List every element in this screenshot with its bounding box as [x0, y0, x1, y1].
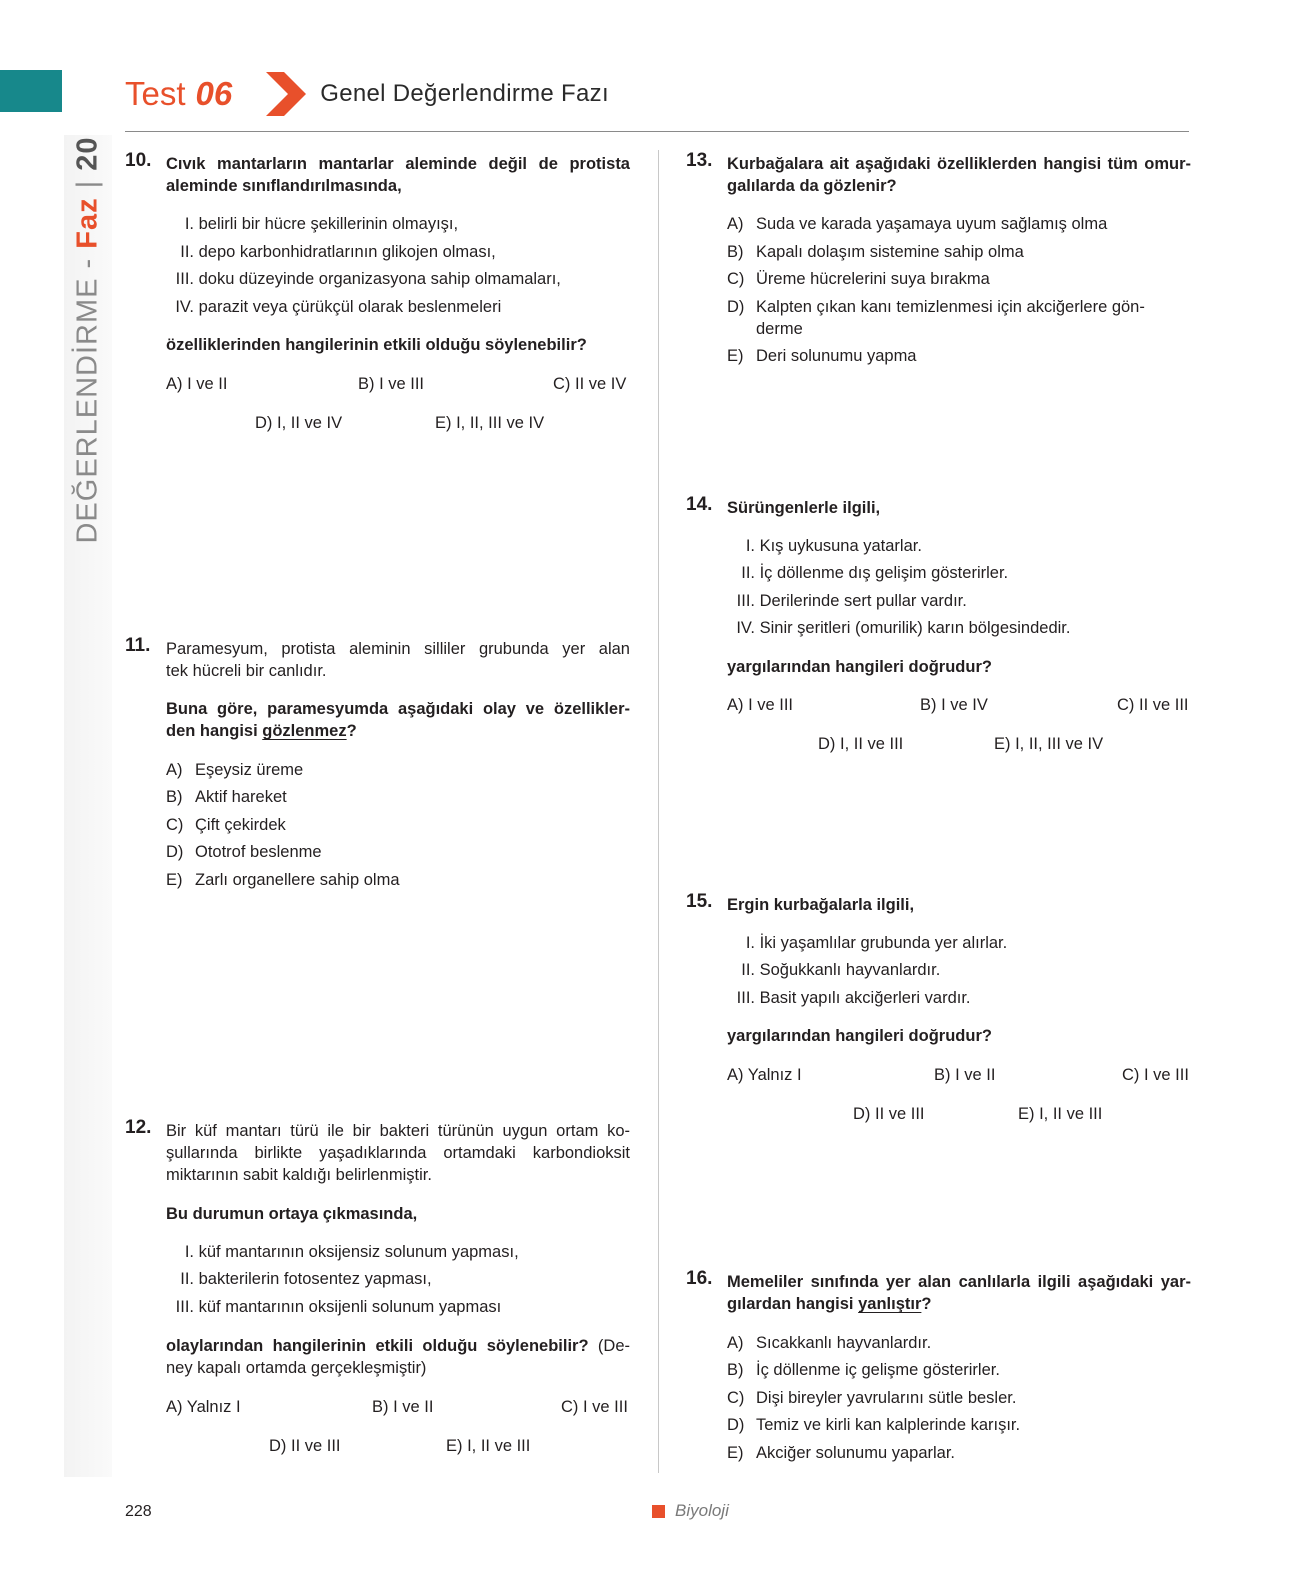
test-label: Test: [125, 75, 186, 112]
option-e[interactable]: E) I, II ve III: [446, 1437, 531, 1455]
underlined-keyword: yanlıştır: [858, 1295, 922, 1313]
page-number: 228: [125, 1503, 152, 1520]
option-d[interactable]: D) I, II ve IV: [255, 414, 343, 432]
question-stem-line: Bir küf mantarı türü ile bir bakteri türünün uygun ortam ko-: [166, 1122, 630, 1140]
option-b[interactable]: B) I ve II: [372, 1398, 434, 1416]
question-number: 10.: [125, 150, 152, 171]
question-stem-line: galılarda da gözlenir?: [727, 177, 897, 195]
footer-subject: [652, 1501, 729, 1521]
question-stem-line: aleminde sınıflandırılmasında,: [166, 177, 402, 195]
statement-item: III. Basit yapılı akciğerleri vardır.: [736, 989, 971, 1007]
subject-label: Biyoloji: [675, 1501, 729, 1520]
question-prompt: özelliklerinden hangilerinin etkili olduğu söylenebilir?: [166, 336, 587, 354]
page-header: [125, 72, 609, 116]
question-stem-line: şullarında birlikte yaşadıklarında ortamdaki karbondioksit: [166, 1144, 630, 1162]
sidebar-separator: |: [71, 170, 104, 198]
chevron-right-icon: [264, 72, 306, 116]
option-c[interactable]: C) II ve III: [1117, 696, 1189, 714]
question-number: 13.: [686, 150, 713, 171]
option-c[interactable]: C) I ve III: [561, 1398, 628, 1416]
option-a[interactable]: A) Yalnız I: [727, 1066, 802, 1084]
question-prompt-line: Buna göre, paramesyumda aşağıdaki olay ve özellikler-: [166, 700, 630, 718]
option-a[interactable]: A) Sıcakkanlı hayvanlardır.: [727, 1334, 932, 1352]
question-number: 11.: [125, 635, 151, 656]
option-b[interactable]: B) Aktif hareket: [166, 788, 287, 806]
question-stem: Ergin kurbağalarla ilgili,: [727, 896, 915, 914]
option-e[interactable]: E) I, II, III ve IV: [994, 735, 1104, 753]
option-c[interactable]: C) Üreme hücrelerini suya bırakma: [727, 270, 990, 288]
sidebar-faz: Faz: [71, 197, 104, 249]
option-e[interactable]: E) Akciğer solunumu yaparlar.: [727, 1444, 956, 1462]
question-stem-line: miktarının sabit kaldığı belirlenmiştir.: [166, 1166, 432, 1184]
option-d[interactable]: D) II ve III: [853, 1105, 925, 1123]
option-c[interactable]: C) I ve III: [1122, 1066, 1189, 1084]
option-d[interactable]: D) Temiz ve kirli kan kalplerinde karışır.: [727, 1416, 1021, 1434]
option-c[interactable]: C) Çift çekirdek: [166, 816, 286, 834]
statement-item: III. Derilerinde sert pullar vardır.: [736, 592, 967, 610]
statement-item: I. İki yaşamlılar grubunda yer alırlar.: [745, 934, 1008, 952]
statement-item: II. Soğukkanlı hayvanlardır.: [741, 961, 941, 979]
sidebar-number: 20: [71, 136, 104, 171]
option-a[interactable]: A) Suda ve karada yaşamaya uyum sağlamış olma: [727, 215, 1108, 233]
statement-item: IV. Sinir şeritleri (omurilik) karın bölgesindedir.: [736, 619, 1071, 637]
option-d[interactable]: D) Kalpten çıkan kanı temizlenmesi için akciğerlere gön-: [727, 298, 1145, 316]
question-prompt: yargılarından hangileri doğrudur?: [727, 658, 992, 676]
option-c[interactable]: C) II ve IV: [553, 375, 627, 393]
option-b[interactable]: B) İç döllenme iç gelişme gösterirler.: [727, 1361, 1000, 1379]
question-stem-line: gılardan hangisi yanlıştır?: [727, 1295, 932, 1313]
header-rule: [125, 131, 1189, 132]
option-d[interactable]: D) I, II ve III: [818, 735, 904, 753]
teal-corner-block: [0, 70, 62, 112]
question-lead: Bu durumun ortaya çıkmasında,: [166, 1205, 418, 1223]
question-number: 15.: [686, 891, 713, 912]
question-stem-line: Cıvık mantarların mantarlar aleminde değil de protista: [166, 155, 630, 173]
option-b[interactable]: B) Kapalı dolaşım sistemine sahip olma: [727, 243, 1024, 261]
underlined-keyword: gözlenmez: [262, 722, 347, 740]
option-a[interactable]: A) Eşeysiz üreme: [166, 761, 304, 779]
question-number: 16.: [686, 1268, 713, 1289]
option-a[interactable]: A) Yalnız I: [166, 1398, 241, 1416]
statement-item: I. belirli bir hücre şekillerinin olmayışı,: [184, 215, 459, 233]
option-b[interactable]: B) I ve III: [358, 375, 425, 393]
statement-item: I. Kış uykusuna yatarlar.: [745, 537, 922, 555]
statement-item: II. bakterilerin fotosentez yapması,: [180, 1270, 432, 1288]
option-d[interactable]: D) Ototrof beslenme: [166, 843, 322, 861]
square-bullet-icon: [652, 1505, 665, 1518]
sidebar-text: DEĞERLENDİRME -: [71, 248, 104, 544]
statement-item: II. İç döllenme dış gelişim gösterirler.: [741, 564, 1009, 582]
question-number: 12.: [125, 1117, 152, 1138]
question-number: 14.: [686, 494, 713, 515]
option-e[interactable]: E) Deri solunumu yapma: [727, 347, 917, 365]
question-stem-line: Paramesyum, protista aleminin silliler grubunda yer alan: [166, 640, 630, 658]
option-e[interactable]: E) I, II, III ve IV: [435, 414, 545, 432]
option-b[interactable]: B) I ve II: [934, 1066, 996, 1084]
option-d[interactable]: D) II ve III: [269, 1437, 341, 1455]
test-number: 06: [195, 75, 233, 112]
statement-item: III. doku düzeyinde organizasyona sahip olmamaları,: [175, 270, 561, 288]
option-b[interactable]: B) I ve IV: [920, 696, 988, 714]
question-prompt-line: ney kapalı ortamda gerçekleşmiştir): [166, 1359, 427, 1377]
question-stem-line: tek hücreli bir canlıdır.: [166, 662, 327, 680]
option-d-continuation: derme: [756, 320, 803, 338]
statement-item: I. küf mantarının oksijensiz solunum yapması,: [184, 1243, 519, 1261]
option-c[interactable]: C) Dişi bireyler yavrularını sütle besler.: [727, 1389, 1017, 1407]
statement-item: II. depo karbonhidratlarının glikojen olması,: [180, 243, 496, 261]
question-stem: Sürüngenlerle ilgili,: [727, 499, 881, 517]
question-stem-line: Kurbağalara ait aşağıdaki özelliklerden hangisi tüm omur-: [727, 155, 1191, 173]
sidebar-label: [72, 136, 105, 543]
phase-title: Genel Değerlendirme Fazı: [320, 80, 609, 107]
statement-item: IV. parazit veya çürükçül olarak beslenmeleri: [175, 298, 502, 316]
question-prompt: yargılarından hangileri doğrudur?: [727, 1027, 992, 1045]
question-prompt-line: den hangisi gözlenmez?: [166, 722, 357, 740]
option-a[interactable]: A) I ve II: [166, 375, 228, 393]
column-divider: [658, 150, 659, 1473]
option-a[interactable]: A) I ve III: [727, 696, 794, 714]
option-e[interactable]: E) I, II ve III: [1018, 1105, 1103, 1123]
question-prompt-line: olaylarından hangilerinin etkili olduğu söylenebilir? (De-: [166, 1337, 630, 1355]
option-e[interactable]: E) Zarlı organellere sahip olma: [166, 871, 400, 889]
statement-item: III. küf mantarının oksijenli solunum yapması: [175, 1298, 502, 1316]
question-stem-line: Memeliler sınıfında yer alan canlılarla ilgili aşağıdaki yar-: [727, 1273, 1191, 1291]
